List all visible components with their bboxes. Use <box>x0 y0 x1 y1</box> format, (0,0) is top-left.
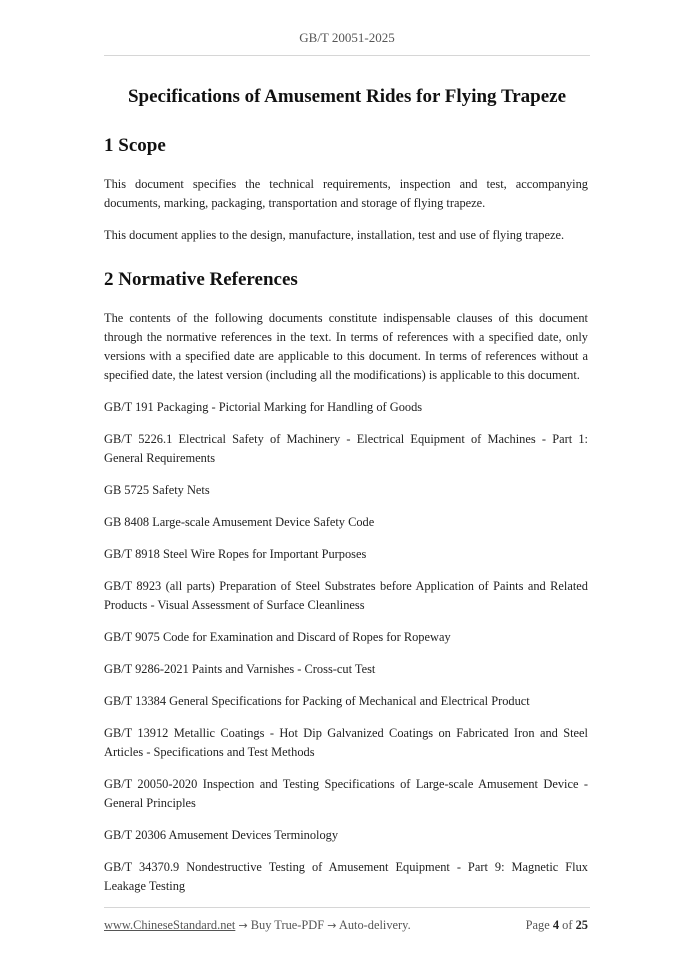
reference-item: GB/T 9286-2021 Paints and Varnishes - Cross-cut Test <box>104 662 376 676</box>
reference-item: GB/T 5226.1 Electrical Safety of Machinery - Electrical Equipment of Machines - Part 1: General Requirements <box>104 432 588 465</box>
page-current: 4 <box>552 918 560 932</box>
footer-divider <box>104 907 590 908</box>
page-total: 25 <box>575 918 588 932</box>
reference-item: GB/T 8923 (all parts) Preparation of Steel Substrates before Application of Paints and Related Products - Visual Assessment of Surface Cleanliness <box>104 579 588 612</box>
page-of-label: of <box>562 918 573 932</box>
reference-item: GB 5725 Safety Nets <box>104 483 210 497</box>
arrow-right-icon: → <box>327 919 337 932</box>
page-label: Page <box>525 918 550 932</box>
site-link[interactable]: www.ChineseStandard.net <box>104 918 236 932</box>
reference-item: GB/T 20306 Amusement Devices Terminology <box>104 828 339 842</box>
page-number <box>526 918 588 933</box>
normative-intro-paragraph: The contents of the following documents constitute indispensable clauses of this document through the normative references in the text. In terms of references with a specified date, only versions with a specified date are applicable to this document. In terms of references without a specified date, the latest version (including all the modifications) is applicable to this document. <box>104 311 588 382</box>
scope-paragraph: This document applies to the design, manufacture, installation, test and use of flying trapeze. <box>104 228 565 242</box>
auto-delivery-text: Auto-delivery. <box>338 918 411 932</box>
running-header: GB/T 20051-2025 <box>299 30 395 45</box>
reference-item: GB/T 8918 Steel Wire Ropes for Important Purposes <box>104 547 367 561</box>
reference-item: GB 8408 Large-scale Amusement Device Safety Code <box>104 515 375 529</box>
reference-item: GB/T 9075 Code for Examination and Discard of Ropes for Ropeway <box>104 630 451 644</box>
footer-promo <box>104 918 411 933</box>
reference-item: GB/T 13912 Metallic Coatings - Hot Dip Galvanized Coatings on Fabricated Iron and Steel Articles - Specifications and Test Methods <box>104 726 588 759</box>
arrow-right-icon: → <box>238 919 248 932</box>
header-divider <box>104 55 590 56</box>
reference-item: GB/T 34370.9 Nondestructive Testing of Amusement Equipment - Part 9: Magnetic Flux Leakage Testing <box>104 860 588 893</box>
reference-item: GB/T 13384 General Specifications for Packing of Mechanical and Electrical Product <box>104 694 530 708</box>
document-body <box>104 135 588 909</box>
scope-paragraph: This document specifies the technical requirements, inspection and test, accompanying documents, marking, packaging, transportation and storage of flying trapeze. <box>104 177 588 210</box>
buy-true-pdf-text: Buy True-PDF <box>250 918 325 932</box>
section-heading-normative-references: 2 Normative References <box>104 269 298 290</box>
section-heading-scope: 1 Scope <box>104 135 166 156</box>
reference-item: GB/T 191 Packaging - Pictorial Marking for Handling of Goods <box>104 400 423 414</box>
document-title: Specifications of Amusement Rides for Flying Trapeze <box>127 86 567 107</box>
reference-item: GB/T 20050-2020 Inspection and Testing Specifications of Large-scale Amusement Device - General Principles <box>104 777 588 810</box>
